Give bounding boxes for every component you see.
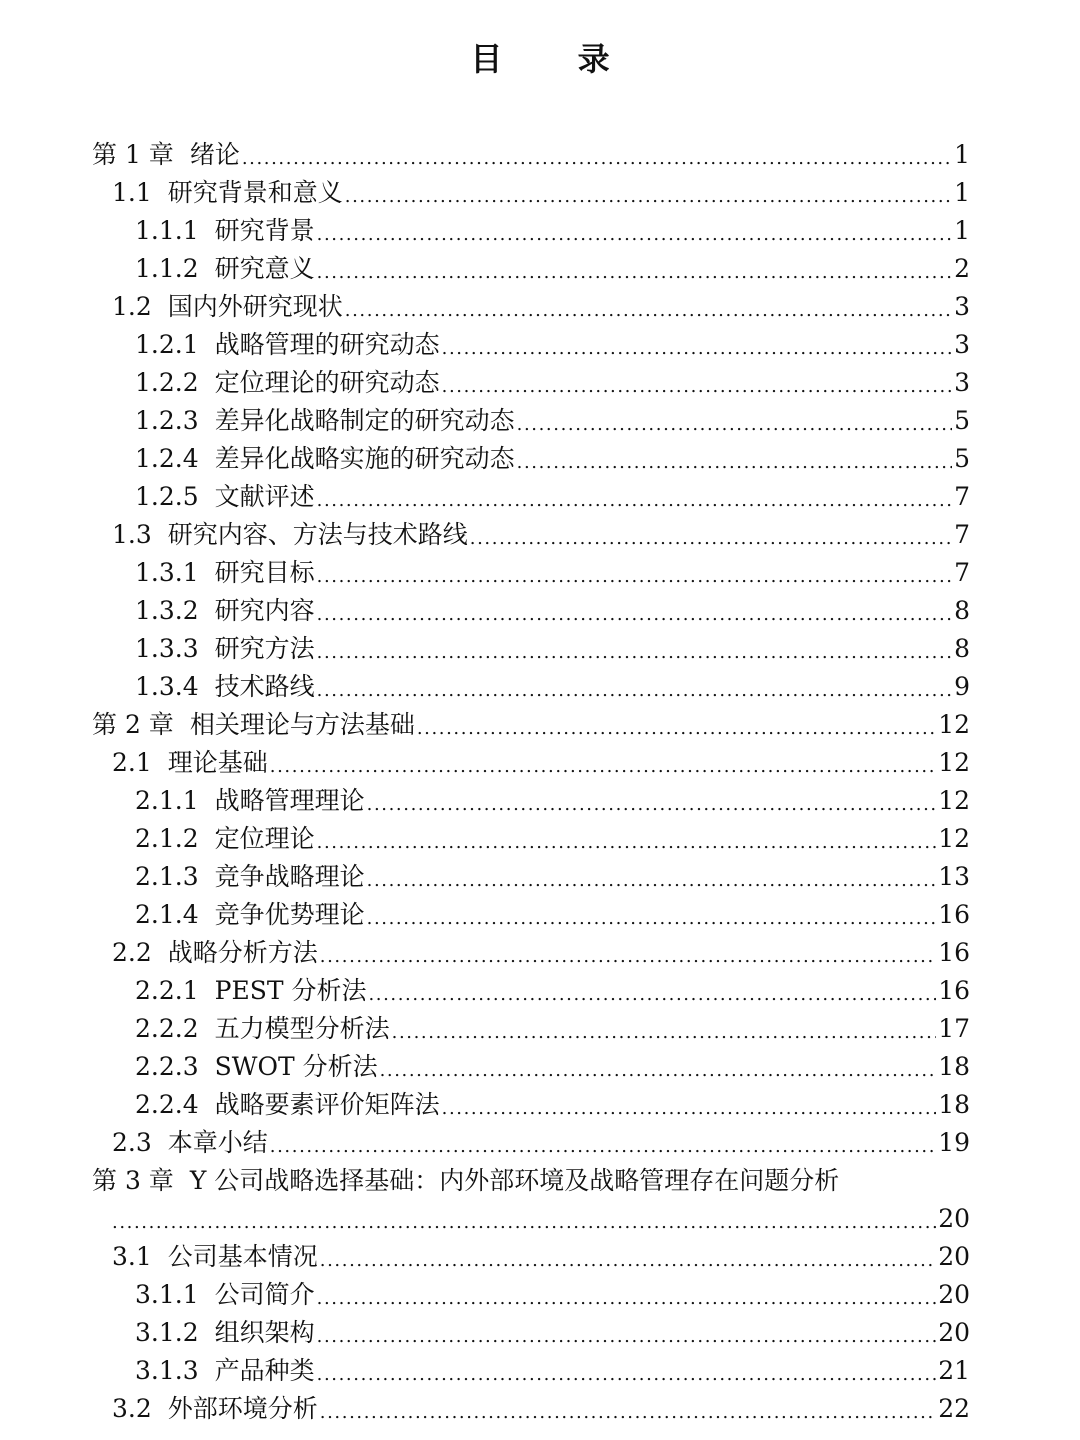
toc-entry[interactable] xyxy=(92,741,970,779)
toc-entry-page: 18 xyxy=(938,1090,970,1119)
toc-entry-title: PEST 分析法 xyxy=(214,976,367,1005)
toc-entry[interactable] xyxy=(92,513,970,551)
toc-leader-dots xyxy=(270,747,936,779)
toc-entry[interactable] xyxy=(92,1159,970,1197)
toc-entry-number: 2.1.1 xyxy=(135,786,199,815)
toc-entry-page: 5 xyxy=(954,406,970,435)
toc-entry-page: 3 xyxy=(954,368,970,397)
toc-entry-title: 定位理论 xyxy=(214,824,315,853)
toc-leader-dots xyxy=(345,177,952,209)
toc-entry-number: 1.3.4 xyxy=(135,672,199,701)
toc-entry-title: Y 公司战略选择基础：内外部环境及战略管理存在问题分析 xyxy=(189,1166,840,1195)
toc-entry-page: 20 xyxy=(938,1242,970,1271)
toc-entry[interactable] xyxy=(92,171,970,209)
toc-leader-dots xyxy=(367,785,937,817)
toc-entry-number: 3.1.2 xyxy=(135,1318,199,1347)
toc-entry-title: SWOT 分析法 xyxy=(214,1052,378,1081)
toc-entry[interactable] xyxy=(92,551,970,589)
toc-entry[interactable] xyxy=(92,1083,970,1121)
toc-entry-title: 研究意义 xyxy=(214,254,315,283)
toc-entry-page: 12 xyxy=(938,710,970,739)
toc-entry-title: 研究内容 xyxy=(214,596,315,625)
toc-entry-number: 2.2 xyxy=(112,938,152,967)
toc-leader-dots xyxy=(320,937,936,969)
toc-entry-number: 2.1.4 xyxy=(135,900,199,929)
toc-entry-page: 19 xyxy=(938,1128,970,1157)
toc-entry-page: 9 xyxy=(954,672,970,701)
toc-entry-page: 7 xyxy=(954,482,970,511)
toc-entry-page: 1 xyxy=(954,178,970,207)
toc-leader-dots xyxy=(320,1393,936,1425)
toc-entry-title: 研究目标 xyxy=(214,558,315,587)
toc-entry-number: 1.2.4 xyxy=(135,444,199,473)
toc-entry-page: 16 xyxy=(938,938,970,967)
toc-leader-dots xyxy=(380,1051,937,1083)
toc-entry-number: 2.1 xyxy=(112,748,152,777)
toc-entry[interactable] xyxy=(92,1235,970,1273)
toc-entry-title: 本章小结 xyxy=(167,1128,268,1157)
toc-entry-number: 2.3 xyxy=(112,1128,152,1157)
toc-entry-page: 12 xyxy=(938,748,970,777)
toc-entry[interactable] xyxy=(92,703,970,741)
toc-title: 目 录 xyxy=(470,40,642,78)
toc-entry[interactable] xyxy=(92,1387,970,1425)
toc-entry-page: 17 xyxy=(938,1014,970,1043)
toc-entry-page: 12 xyxy=(938,786,970,815)
toc-entry[interactable] xyxy=(92,1349,970,1387)
toc-entry-title: 差异化战略实施的研究动态 xyxy=(214,444,515,473)
toc-entry[interactable] xyxy=(92,779,970,817)
toc-entry-number: 1.3.2 xyxy=(135,596,199,625)
toc-leader-dots xyxy=(317,823,937,855)
toc-entry[interactable] xyxy=(92,475,970,513)
toc-entry-title: 公司简介 xyxy=(214,1280,315,1309)
toc-leader-dots xyxy=(317,1317,937,1349)
toc-entry-continuation[interactable] xyxy=(92,1197,970,1235)
toc-entry[interactable] xyxy=(92,399,970,437)
toc-leader-dots xyxy=(442,329,952,361)
toc-leader-dots xyxy=(317,595,952,627)
toc-entry-title: 绪论 xyxy=(189,140,240,169)
toc-entry-title: 产品种类 xyxy=(214,1356,315,1385)
toc-leader-dots xyxy=(242,139,952,171)
toc-entry-number: 1.1 xyxy=(112,178,152,207)
toc-leader-dots xyxy=(317,481,952,513)
toc-entry-number: 1.1.2 xyxy=(135,254,199,283)
toc-entry-number: 1.1.1 xyxy=(135,216,199,245)
toc-entry-title: 文献评述 xyxy=(214,482,315,511)
toc-entry[interactable] xyxy=(92,665,970,703)
toc-entry-number: 3.1 xyxy=(112,1242,152,1271)
toc-entry[interactable] xyxy=(92,589,970,627)
toc-leader-dots xyxy=(417,709,936,741)
toc-entry-title: 公司基本情况 xyxy=(167,1242,318,1271)
toc-entry[interactable] xyxy=(92,361,970,399)
toc-entry-number: 2.2.3 xyxy=(135,1052,199,1081)
toc-entry-number: 3.1.3 xyxy=(135,1356,199,1385)
toc-entry-number: 第 1 章 xyxy=(92,140,174,169)
toc-entry-page: 3 xyxy=(954,330,970,359)
toc-entry-page: 21 xyxy=(938,1356,970,1385)
toc-entry-number: 1.2.5 xyxy=(135,482,199,511)
toc-entry-page: 20 xyxy=(938,1280,970,1309)
toc-leader-dots xyxy=(317,557,952,589)
toc-leader-dots xyxy=(517,405,952,437)
toc-leader-dots xyxy=(517,443,952,475)
toc-entry-title: 研究背景 xyxy=(214,216,315,245)
toc-entry-title: 战略分析方法 xyxy=(167,938,318,967)
toc-entry-title: 五力模型分析法 xyxy=(214,1014,390,1043)
toc-leader-dots xyxy=(317,215,952,247)
toc-entry-page: 7 xyxy=(954,558,970,587)
toc-leader-dots xyxy=(368,975,936,1007)
toc-entry-title: 定位理论的研究动态 xyxy=(214,368,440,397)
toc-entry-page: 16 xyxy=(938,900,970,929)
toc-entry[interactable] xyxy=(92,817,970,855)
toc-entry-title: 外部环境分析 xyxy=(167,1394,318,1423)
toc-entry[interactable] xyxy=(92,931,970,969)
toc-leader-dots xyxy=(317,671,952,703)
toc-entry-title: 理论基础 xyxy=(167,748,268,777)
toc-leader-dots xyxy=(317,633,952,665)
toc-entry-page: 5 xyxy=(954,444,970,473)
toc-entry-page: 2 xyxy=(954,254,970,283)
toc-entry-title: 技术路线 xyxy=(214,672,315,701)
toc-entry-number: 第 3 章 xyxy=(92,1166,174,1195)
toc-entry-title: 国内外研究现状 xyxy=(167,292,343,321)
toc-leader-dots xyxy=(317,1279,937,1311)
toc-entry-number: 第 2 章 xyxy=(92,710,174,739)
toc-entry-number: 1.3.1 xyxy=(135,558,199,587)
toc-entry-page: 7 xyxy=(954,520,970,549)
toc-entry[interactable] xyxy=(92,1045,970,1083)
toc-entry[interactable] xyxy=(92,969,970,1007)
toc-entry-number: 1.3.3 xyxy=(135,634,199,663)
toc-entry[interactable] xyxy=(92,627,970,665)
toc-entry-page: 13 xyxy=(938,862,970,891)
toc-entry-page: 22 xyxy=(938,1394,970,1423)
toc-leader-dots xyxy=(317,1355,937,1387)
toc-entry[interactable] xyxy=(92,437,970,475)
toc-entry[interactable] xyxy=(92,855,970,893)
toc-entry-page: 18 xyxy=(938,1052,970,1081)
toc-leader-dots xyxy=(442,1089,937,1121)
toc-entry-title: 战略要素评价矩阵法 xyxy=(214,1090,440,1119)
toc-entry-number: 1.2.3 xyxy=(135,406,199,435)
toc-leader-dots xyxy=(270,1127,936,1159)
toc-entry-number: 2.2.1 xyxy=(135,976,199,1005)
toc-entry[interactable] xyxy=(92,133,970,171)
toc-entry[interactable] xyxy=(92,1007,970,1045)
toc-entry-page: 8 xyxy=(954,596,970,625)
toc-entry-number: 1.2.2 xyxy=(135,368,199,397)
toc-entry-page: 16 xyxy=(938,976,970,1005)
toc-entry-title: 研究内容、方法与技术路线 xyxy=(167,520,468,549)
toc-entry-title: 差异化战略制定的研究动态 xyxy=(214,406,515,435)
toc-entry-number: 3.2 xyxy=(112,1394,152,1423)
toc-entry-page: 1 xyxy=(954,140,970,169)
toc-entry-title: 组织架构 xyxy=(214,1318,315,1347)
toc-entry-title: 相关理论与方法基础 xyxy=(189,710,415,739)
toc-entry-number: 2.2.4 xyxy=(135,1090,199,1119)
toc-entry-title: 战略管理的研究动态 xyxy=(214,330,440,359)
toc-entry[interactable] xyxy=(92,893,970,931)
toc-leader-dots xyxy=(470,519,952,551)
toc-leader-dots xyxy=(112,1203,936,1235)
toc-entry-page: 20 xyxy=(938,1204,970,1233)
toc-leader-dots xyxy=(320,1241,936,1273)
toc-entry-page: 3 xyxy=(954,292,970,321)
toc-entry-title: 研究方法 xyxy=(214,634,315,663)
toc-entry[interactable] xyxy=(92,1273,970,1311)
toc-entry-title: 研究背景和意义 xyxy=(167,178,343,207)
toc-entry-title: 竞争战略理论 xyxy=(214,862,365,891)
toc-entry-page: 8 xyxy=(954,634,970,663)
toc-leader-dots xyxy=(367,899,937,931)
toc-leader-dots xyxy=(442,367,952,399)
toc-leader-dots xyxy=(392,1013,937,1045)
toc-entry[interactable] xyxy=(92,323,970,361)
toc-entry-page: 1 xyxy=(954,216,970,245)
toc-entry-number: 2.1.2 xyxy=(135,824,199,853)
toc-entry-number: 3.1.1 xyxy=(135,1280,199,1309)
toc-leader-dots xyxy=(317,253,952,285)
toc-entry[interactable] xyxy=(92,247,970,285)
toc-entry-number: 1.3 xyxy=(112,520,152,549)
toc-entry-page: 12 xyxy=(938,824,970,853)
toc-entry[interactable] xyxy=(92,1311,970,1349)
toc-entry[interactable] xyxy=(92,1121,970,1159)
table-of-contents xyxy=(92,133,970,1425)
toc-entry-page: 20 xyxy=(938,1318,970,1347)
toc-entry-number: 1.2.1 xyxy=(135,330,199,359)
toc-entry[interactable] xyxy=(92,209,970,247)
toc-leader-dots xyxy=(367,861,937,893)
toc-entry-number: 2.1.3 xyxy=(135,862,199,891)
toc-leader-dots xyxy=(345,291,952,323)
toc-entry-number: 2.2.2 xyxy=(135,1014,199,1043)
toc-entry-number: 1.2 xyxy=(112,292,152,321)
toc-entry-title: 竞争优势理论 xyxy=(214,900,365,929)
toc-entry[interactable] xyxy=(92,285,970,323)
toc-entry-title: 战略管理理论 xyxy=(214,786,365,815)
